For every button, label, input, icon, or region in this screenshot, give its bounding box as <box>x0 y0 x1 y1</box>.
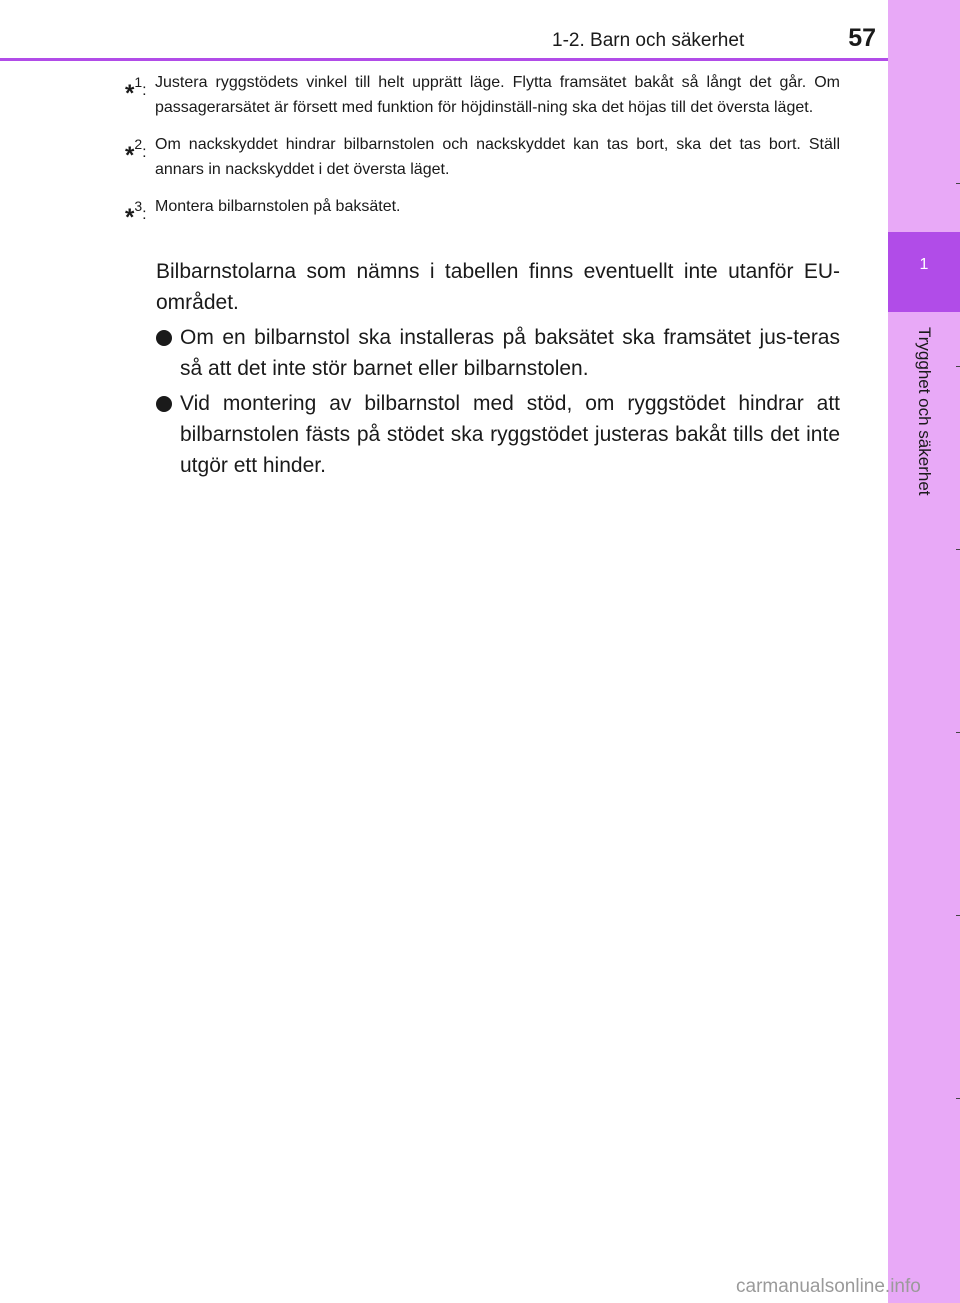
asterisk-icon: * <box>125 80 135 107</box>
section-title: 1-2. Barn och säkerhet <box>552 30 745 51</box>
chapter-number-block <box>888 232 960 312</box>
footnote-text: Montera bilbarnstolen på baksätet. <box>155 198 401 215</box>
footnote-marker <box>125 194 147 230</box>
bullet-text: Om en bilbarnstol ska installeras på baksätet ska framsätet jus-teras så att det inte stör barnet eller bilbarnstolen. <box>180 326 840 380</box>
edge-tick <box>956 183 960 184</box>
bullet-dot-icon <box>156 330 172 346</box>
edge-tick <box>956 732 960 733</box>
bullet-item <box>156 388 840 481</box>
header-divider <box>0 58 888 61</box>
chapter-number: 1 <box>919 256 929 273</box>
asterisk-icon: * <box>125 142 135 169</box>
asterisk-icon: * <box>125 204 135 231</box>
edge-tick <box>956 549 960 550</box>
chapter-label: Trygghet och säkerhet <box>915 327 934 496</box>
footnote-colon: : <box>142 144 147 161</box>
watermark: carmanualsonline.info <box>736 1276 921 1297</box>
footnote-index: 2 <box>134 136 143 152</box>
bullet-dot-icon <box>156 396 172 412</box>
edge-tick <box>956 366 960 367</box>
footnote-colon: : <box>142 82 147 99</box>
chapter-side-tab <box>888 0 960 1303</box>
footnote-marker <box>125 132 147 168</box>
footnote-colon: : <box>142 206 147 223</box>
footnote-3 <box>120 194 840 231</box>
bullet-text: Vid montering av bilbarnstol med stöd, om ryggstödet hindrar att bilbarnstolen fästs på stödet ska ryggstödet justeras bakåt tills det inte utgör ett hinder. <box>180 392 840 477</box>
footnote-text: Justera ryggstödets vinkel till helt upprätt läge. Flytta framsätet bakåt så långt det går. Om passagerarsätet är försett med funktion för höjdinställ-ning ska det höjas till det översta läget. <box>155 74 840 116</box>
footnote-1 <box>120 70 840 120</box>
edge-tick <box>956 1098 960 1099</box>
footnote-text: Om nackskyddet hindrar bilbarnstolen och nackskyddet kan tas bort, ska det tas bort. Ställ annars in nackskyddet i det översta läget. <box>155 136 840 178</box>
footnote-index: 3 <box>134 198 143 214</box>
body-text <box>156 256 840 485</box>
footnote-index: 1 <box>134 74 143 90</box>
bullet-item <box>156 322 840 384</box>
footnotes <box>120 70 840 231</box>
edge-tick <box>956 915 960 916</box>
page-number: 57 <box>848 24 876 52</box>
footnote-marker <box>125 70 147 106</box>
intro-paragraph: Bilbarnstolarna som nämns i tabellen finns eventuellt inte utanför EU-området. <box>156 260 840 314</box>
footnote-2 <box>120 132 840 182</box>
